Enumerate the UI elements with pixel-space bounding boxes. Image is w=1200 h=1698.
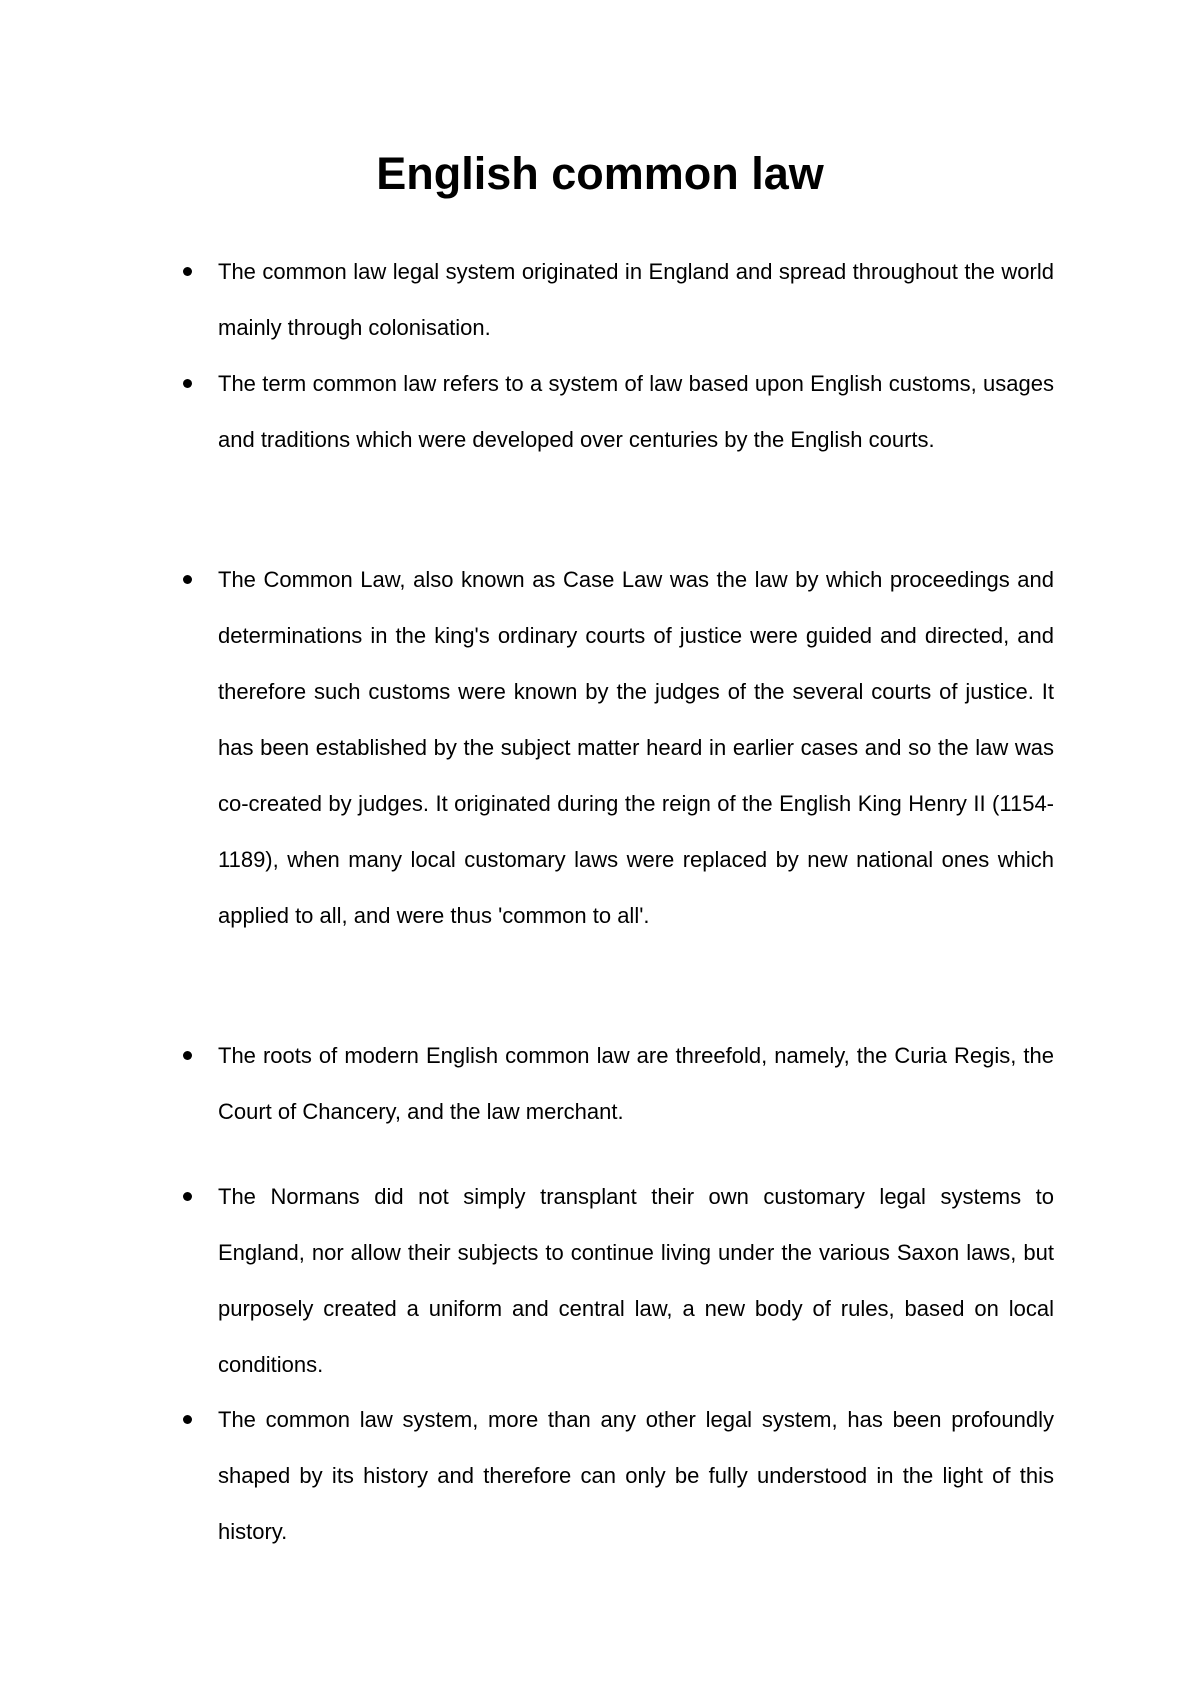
bullet-text: The term common law refers to a system of law based upon English customs, usages and traditions which were developed over centuries by the English courts. [218, 371, 1054, 452]
bullet-text: The common law system, more than any other legal system, has been profoundly shaped by its history and therefore can only be fully understood in the light of this history. [218, 1407, 1054, 1544]
bullet-icon [183, 1192, 192, 1201]
document-title: English common law [376, 148, 824, 199]
bullet-icon [183, 1415, 192, 1424]
bullet-icon [183, 379, 192, 388]
bullet-icon [183, 575, 192, 584]
bullet-text: The Common Law, also known as Case Law was the law by which proceedings and determinations in the king's ordinary courts of justice were guided and directed, and therefore such customs were known by the judges of the several courts of justice. It has been established by the subject matter heard in earlier cases and so the law was co-created by judges. It originated during the reign of the English King Henry II (1154-1189), when many local customary laws were replaced by new national ones which applied to all, and were thus 'common to all'. [218, 567, 1054, 928]
bullet-text: The roots of modern English common law are threefold, namely, the Curia Regis, the Court of Chancery, and the law merchant. [218, 1043, 1054, 1124]
bullet-icon [183, 1051, 192, 1060]
bullet-text: The common law legal system originated in England and spread throughout the world mainly through colonisation. [218, 259, 1054, 340]
bullet-icon [183, 267, 192, 276]
bullet-text: The Normans did not simply transplant their own customary legal systems to England, nor allow their subjects to continue living under the various Saxon laws, but purposely created a uniform and central law, a new body of rules, based on local conditions. [218, 1184, 1054, 1377]
